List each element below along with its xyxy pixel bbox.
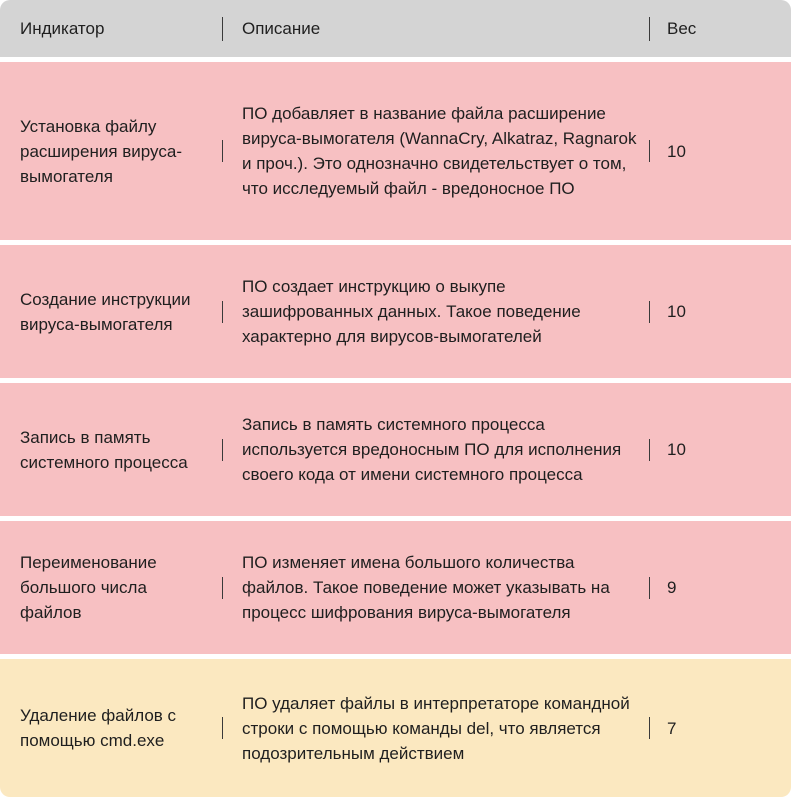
row-weight: 9 [649, 575, 791, 600]
row-weight: 10 [649, 299, 791, 324]
row-indicator: Установка файлу расширения вируса-вымогателя [20, 116, 182, 186]
header-indicator: Индикатор [20, 18, 105, 38]
header-weight: Вес [649, 19, 791, 39]
row-weight: 10 [649, 437, 791, 462]
row-description: Запись в память системного процесса используется вредоносным ПО для исполнения своего кода от имени системного процесса [222, 412, 649, 487]
table-row [0, 383, 791, 516]
row-indicator: Создание инструкции вируса-вымогателя [20, 289, 191, 334]
row-weight: 10 [649, 139, 791, 164]
row-description: ПО создает инструкцию о выкупе зашифрованных данных. Такое поведение характерно для вирусов-вымогателей [222, 274, 649, 349]
row-indicator: Удаление файлов с помощью cmd.exe [20, 706, 177, 750]
row-indicator: Переименование большого числа файлов [20, 553, 157, 622]
table-row [0, 659, 791, 797]
table-header [0, 0, 791, 57]
table-row [0, 62, 791, 240]
row-weight: 7 [649, 716, 791, 741]
header-description: Описание [222, 19, 649, 39]
row-description: ПО удаляет файлы в интерпретаторе командной строки с помощью команды del, что является подозрительным действием [222, 691, 649, 766]
table-row [0, 245, 791, 378]
row-description: ПО добавляет в название файла расширение вируса-вымогателя (WannaCry, Alkatraz, Ragnarok и проч.). Это однозначно свидетельствует о том, что исследуемый файл - вредоносное ПО [222, 101, 649, 201]
row-indicator: Запись в память системного процесса [20, 427, 188, 472]
row-description: ПО изменяет имена большого количества файлов. Такое поведение может указывать на процесс шифрования вируса-вымогателя [222, 550, 649, 625]
table-row [0, 521, 791, 654]
